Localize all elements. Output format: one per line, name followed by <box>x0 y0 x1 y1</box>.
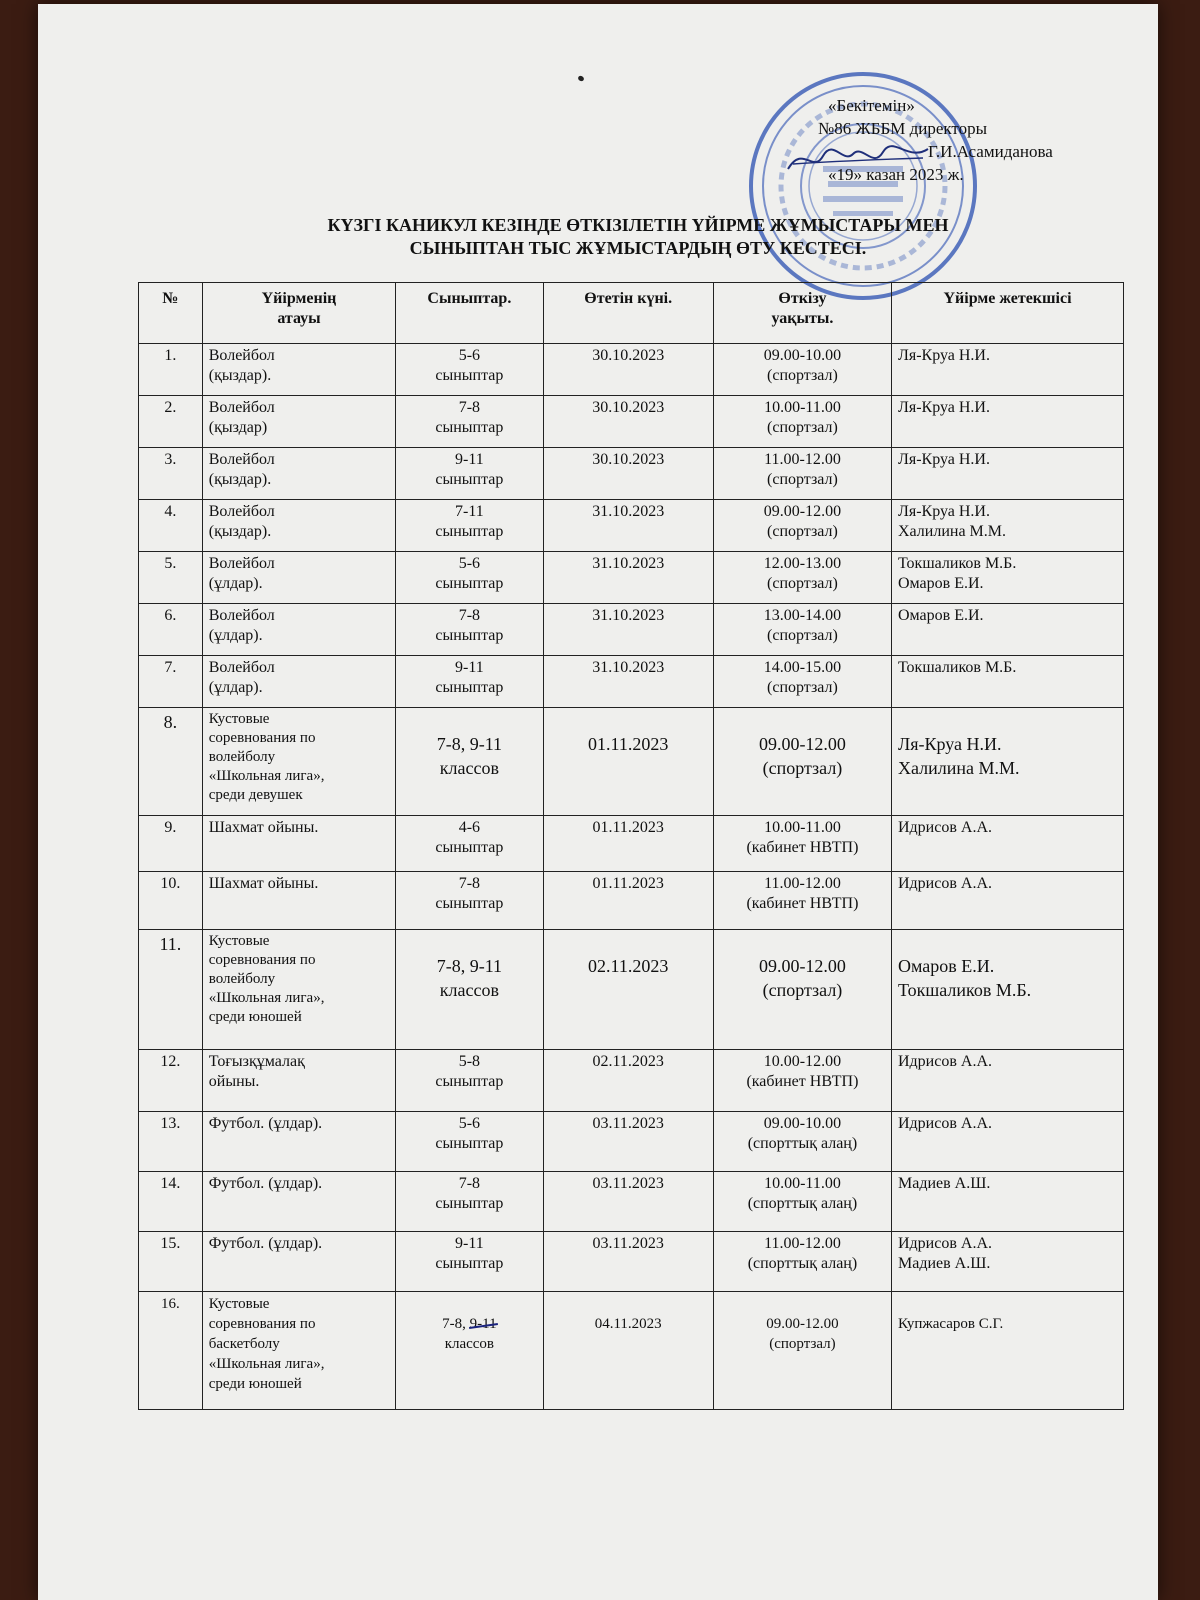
time-place: 09.00-10.00 (спортзал) <box>713 344 891 396</box>
row-number: 8. <box>139 708 203 816</box>
table-row <box>139 930 1124 1050</box>
date: 04.11.2023 <box>543 1292 713 1410</box>
club-name: Кустовые соревнования по волейболу «Школьная лига», среди юношей <box>202 930 395 1050</box>
date: 01.11.2023 <box>543 872 713 930</box>
approval-date: «19» казан 2023 ж. <box>828 165 964 184</box>
club-name: Волейбол (қыздар). <box>202 500 395 552</box>
leader: Идрисов А.А. Мадиев А.Ш. <box>891 1232 1123 1292</box>
time-place: 10.00-11.00 (спорттық алаң) <box>713 1172 891 1232</box>
header-time: Өткізу уақыты. <box>713 283 891 344</box>
table-row <box>139 1112 1124 1172</box>
row-number: 6. <box>139 604 203 656</box>
row-number: 1. <box>139 344 203 396</box>
time-place: 12.00-13.00 (спортзал) <box>713 552 891 604</box>
classes: 5-6 сыныптар <box>396 1112 543 1172</box>
date: 03.11.2023 <box>543 1112 713 1172</box>
header-number: № <box>139 283 203 344</box>
date: 01.11.2023 <box>543 816 713 872</box>
classes: 7-8 сыныптар <box>396 1172 543 1232</box>
time-place: 09.00-12.00 (спортзал) <box>713 930 891 1050</box>
time-place: 09.00-10.00 (спорттық алаң) <box>713 1112 891 1172</box>
time-place: 10.00-12.00 (кабинет НВТП) <box>713 1050 891 1112</box>
classes: 9-11 сыныптар <box>396 656 543 708</box>
row-number: 9. <box>139 816 203 872</box>
date: 03.11.2023 <box>543 1172 713 1232</box>
time-place: 10.00-11.00 (спортзал) <box>713 396 891 448</box>
date: 03.11.2023 <box>543 1232 713 1292</box>
row-number: 3. <box>139 448 203 500</box>
header-classes: Сыныптар. <box>396 283 543 344</box>
classes: 9-11 сыныптар <box>396 448 543 500</box>
row-number: 2. <box>139 396 203 448</box>
approval-position: №86 ЖББМ директоры <box>818 119 988 138</box>
leader: Ля-Круа Н.И. <box>891 396 1123 448</box>
date: 31.10.2023 <box>543 500 713 552</box>
date: 02.11.2023 <box>543 930 713 1050</box>
time-place: 09.00-12.00 (спортзал) <box>713 1292 891 1410</box>
leader: Идрисов А.А. <box>891 816 1123 872</box>
row-number: 15. <box>139 1232 203 1292</box>
club-name: Волейбол (қыздар). <box>202 344 395 396</box>
struck-out-classes: 9-11 <box>469 1316 497 1332</box>
leader: Токшаликов М.Б. Омаров Е.И. <box>891 552 1123 604</box>
classes: 5-6 сыныптар <box>396 344 543 396</box>
time-place: 14.00-15.00 (спортзал) <box>713 656 891 708</box>
classes: 7-8 сыныптар <box>396 396 543 448</box>
club-name: Волейбол (ұлдар). <box>202 552 395 604</box>
table-row <box>139 816 1124 872</box>
row-number: 11. <box>139 930 203 1050</box>
leader: Ля-Круа Н.И. <box>891 448 1123 500</box>
club-name: Футбол. (ұлдар). <box>202 1232 395 1292</box>
approval-signer: Г.И.Асамиданова <box>928 142 1053 161</box>
club-name: Волейбол (қыздар) <box>202 396 395 448</box>
table-row <box>139 708 1124 816</box>
document-title <box>158 214 1118 260</box>
classes: 7-11 сыныптар <box>396 500 543 552</box>
leader: Омаров Е.И. Токшаликов М.Б. <box>891 930 1123 1050</box>
classes: 5-8 сыныптар <box>396 1050 543 1112</box>
handwritten-signature <box>783 134 933 184</box>
club-name: Футбол. (ұлдар). <box>202 1112 395 1172</box>
leader: Купжасаров С.Г. <box>891 1292 1123 1410</box>
table-row <box>139 1172 1124 1232</box>
time-place: 09.00-12.00 (спортзал) <box>713 500 891 552</box>
club-name: Кустовые соревнования по волейболу «Школьная лига», среди девушек <box>202 708 395 816</box>
date: 02.11.2023 <box>543 1050 713 1112</box>
classes: 4-6 сыныптар <box>396 816 543 872</box>
table-row <box>139 552 1124 604</box>
time-place: 11.00-12.00 (кабинет НВТП) <box>713 872 891 930</box>
table-row <box>139 1050 1124 1112</box>
classes: 9-11 сыныптар <box>396 1232 543 1292</box>
table-row <box>139 1292 1124 1410</box>
row-number: 7. <box>139 656 203 708</box>
date: 01.11.2023 <box>543 708 713 816</box>
table-row <box>139 872 1124 930</box>
time-place: 13.00-14.00 (спортзал) <box>713 604 891 656</box>
club-name: Кустовые соревнования по баскетболу «Школьная лига», среди юношей <box>202 1292 395 1410</box>
document-sheet <box>38 4 1158 1600</box>
club-name: Шахмат ойыны. <box>202 872 395 930</box>
leader: Идрисов А.А. <box>891 872 1123 930</box>
row-number: 5. <box>139 552 203 604</box>
club-name: Шахмат ойыны. <box>202 816 395 872</box>
club-name: Волейбол (ұлдар). <box>202 656 395 708</box>
club-name: Футбол. (ұлдар). <box>202 1172 395 1232</box>
schedule-table <box>138 282 1124 1410</box>
ink-speck <box>577 75 585 82</box>
date: 31.10.2023 <box>543 656 713 708</box>
classes: 7-8 сыныптар <box>396 604 543 656</box>
approval-heading: «Бекітемін» <box>828 96 915 115</box>
date: 31.10.2023 <box>543 604 713 656</box>
title-line-2: СЫНЫПТАН ТЫС ЖҰМЫСТАРДЫҢ ӨТУ КЕСТЕСІ. <box>409 238 867 258</box>
leader: Мадиев А.Ш. <box>891 1172 1123 1232</box>
leader: Идрисов А.А. <box>891 1112 1123 1172</box>
classes: 7-8, 9-11 классов <box>396 930 543 1050</box>
time-place: 10.00-11.00 (кабинет НВТП) <box>713 816 891 872</box>
table-row <box>139 396 1124 448</box>
date: 31.10.2023 <box>543 552 713 604</box>
header-club-name: Үйірменің атауы <box>202 283 395 344</box>
club-name: Волейбол (қыздар). <box>202 448 395 500</box>
leader: Токшаликов М.Б. <box>891 656 1123 708</box>
classes: 5-6 сыныптар <box>396 552 543 604</box>
row-number: 12. <box>139 1050 203 1112</box>
header-leader: Үйірме жетекшісі <box>891 283 1123 344</box>
time-place: 09.00-12.00 (спортзал) <box>713 708 891 816</box>
leader: Идрисов А.А. <box>891 1050 1123 1112</box>
row-number: 16. <box>139 1292 203 1410</box>
table-row <box>139 656 1124 708</box>
table-row <box>139 604 1124 656</box>
header-date: Өтетін күні. <box>543 283 713 344</box>
leader: Ля-Круа Н.И. Халилина М.М. <box>891 708 1123 816</box>
date: 30.10.2023 <box>543 448 713 500</box>
row-number: 4. <box>139 500 203 552</box>
table-row <box>139 1232 1124 1292</box>
row-number: 10. <box>139 872 203 930</box>
table-row <box>139 500 1124 552</box>
date: 30.10.2023 <box>543 396 713 448</box>
club-name: Волейбол (ұлдар). <box>202 604 395 656</box>
classes: 7-8, 9-11 классов <box>396 708 543 816</box>
table-row <box>139 448 1124 500</box>
row-number: 13. <box>139 1112 203 1172</box>
leader: Ля-Круа Н.И. Халилина М.М. <box>891 500 1123 552</box>
leader: Омаров Е.И. <box>891 604 1123 656</box>
time-place: 11.00-12.00 (спортзал) <box>713 448 891 500</box>
date: 30.10.2023 <box>543 344 713 396</box>
classes: 7-8, 9-11 классов <box>396 1292 543 1410</box>
time-place: 11.00-12.00 (спорттық алаң) <box>713 1232 891 1292</box>
table-row <box>139 344 1124 396</box>
club-name: Тоғызқұмалақ ойыны. <box>202 1050 395 1112</box>
row-number: 14. <box>139 1172 203 1232</box>
title-line-1: КҮЗГІ КАНИКУЛ КЕЗІНДЕ ӨТКІЗІЛЕТІН ҮЙІРМЕ ЖҰМЫСТАРЫ МЕН <box>327 215 949 235</box>
classes: 7-8 сыныптар <box>396 872 543 930</box>
leader: Ля-Круа Н.И. <box>891 344 1123 396</box>
table-header-row <box>139 283 1124 344</box>
